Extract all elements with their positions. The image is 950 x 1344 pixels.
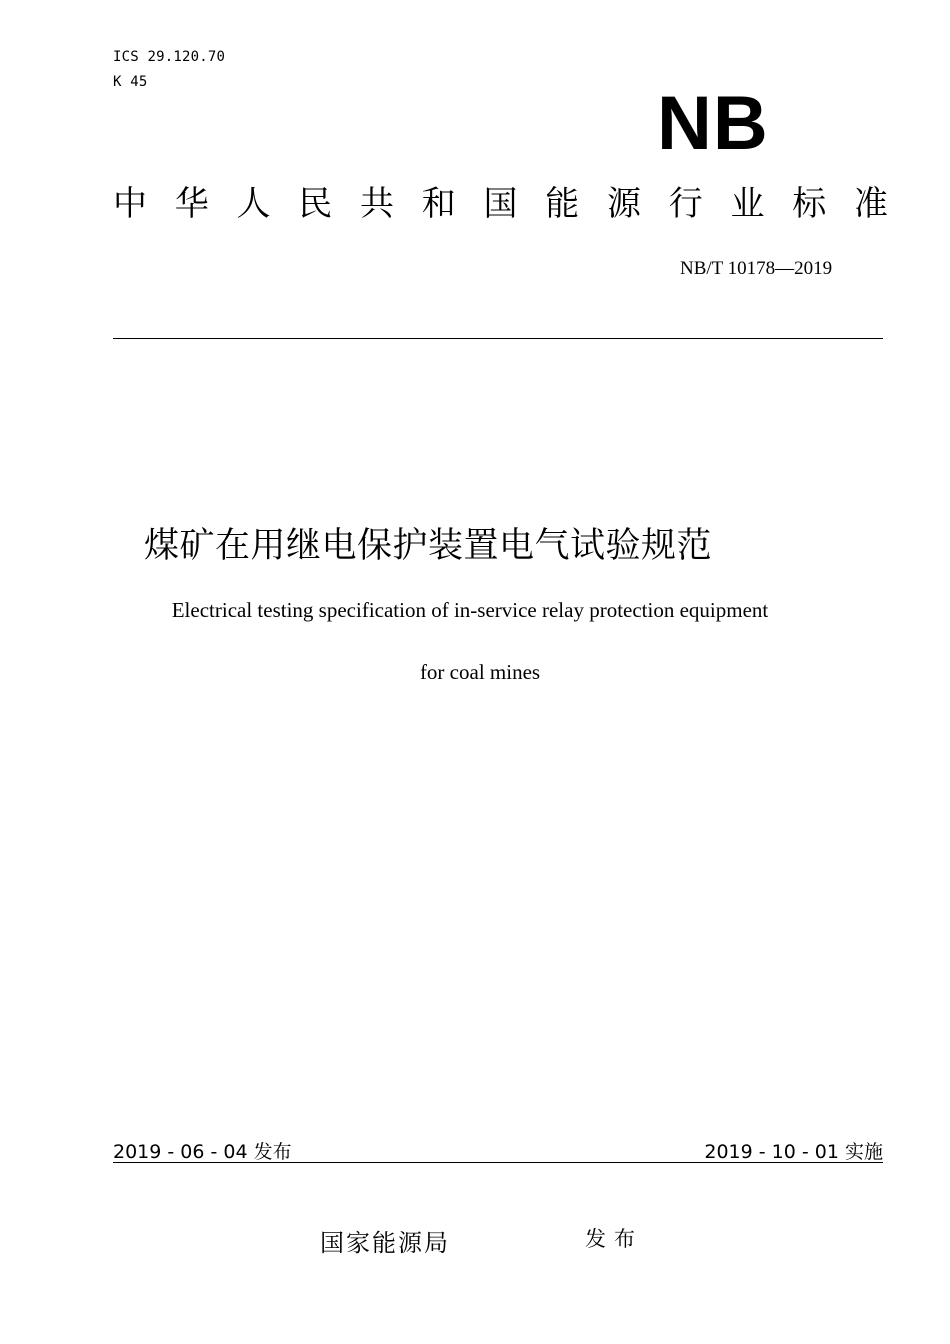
standard-type-char: 能 <box>545 184 580 224</box>
footer-divider <box>113 1162 883 1163</box>
nb-logo: NB <box>657 81 769 166</box>
standard-type-char: 国 <box>483 184 518 224</box>
standard-type-char: 民 <box>298 184 333 224</box>
standard-type-char: 共 <box>360 184 394 224</box>
standard-type-char: 人 <box>236 184 271 224</box>
standard-type-char: 源 <box>607 184 641 224</box>
standard-type-char: 准 <box>854 184 888 224</box>
document-title-cn: 煤矿在用继电保护装置电气试验规范 <box>144 526 713 566</box>
standard-type-char: 业 <box>730 184 765 224</box>
issuing-authority: 国家能源局 <box>320 1229 450 1257</box>
standard-type-char: 标 <box>792 184 827 224</box>
publish-date: 2019 - 06 - 04 发布 <box>113 1141 292 1163</box>
standard-type-char: 行 <box>668 184 703 224</box>
standard-type-char: 华 <box>174 184 209 224</box>
ccs-code: K 45 <box>113 74 148 90</box>
ics-code: ICS 29.120.70 <box>113 49 226 65</box>
standard-type-char: 和 <box>421 184 456 224</box>
implement-date: 2019 - 10 - 01 实施 <box>704 1141 883 1163</box>
standard-type-char: 中 <box>113 184 147 224</box>
standard-number: NB/T 10178—2019 <box>680 258 833 279</box>
issue-label: 发布 <box>585 1227 643 1251</box>
header-divider <box>113 338 883 339</box>
document-title-en-line2: for coal mines <box>419 660 541 684</box>
document-title-en-line1: Electrical testing specification of in-service relay protection equipment <box>171 598 769 622</box>
standard-type-title <box>113 186 888 223</box>
